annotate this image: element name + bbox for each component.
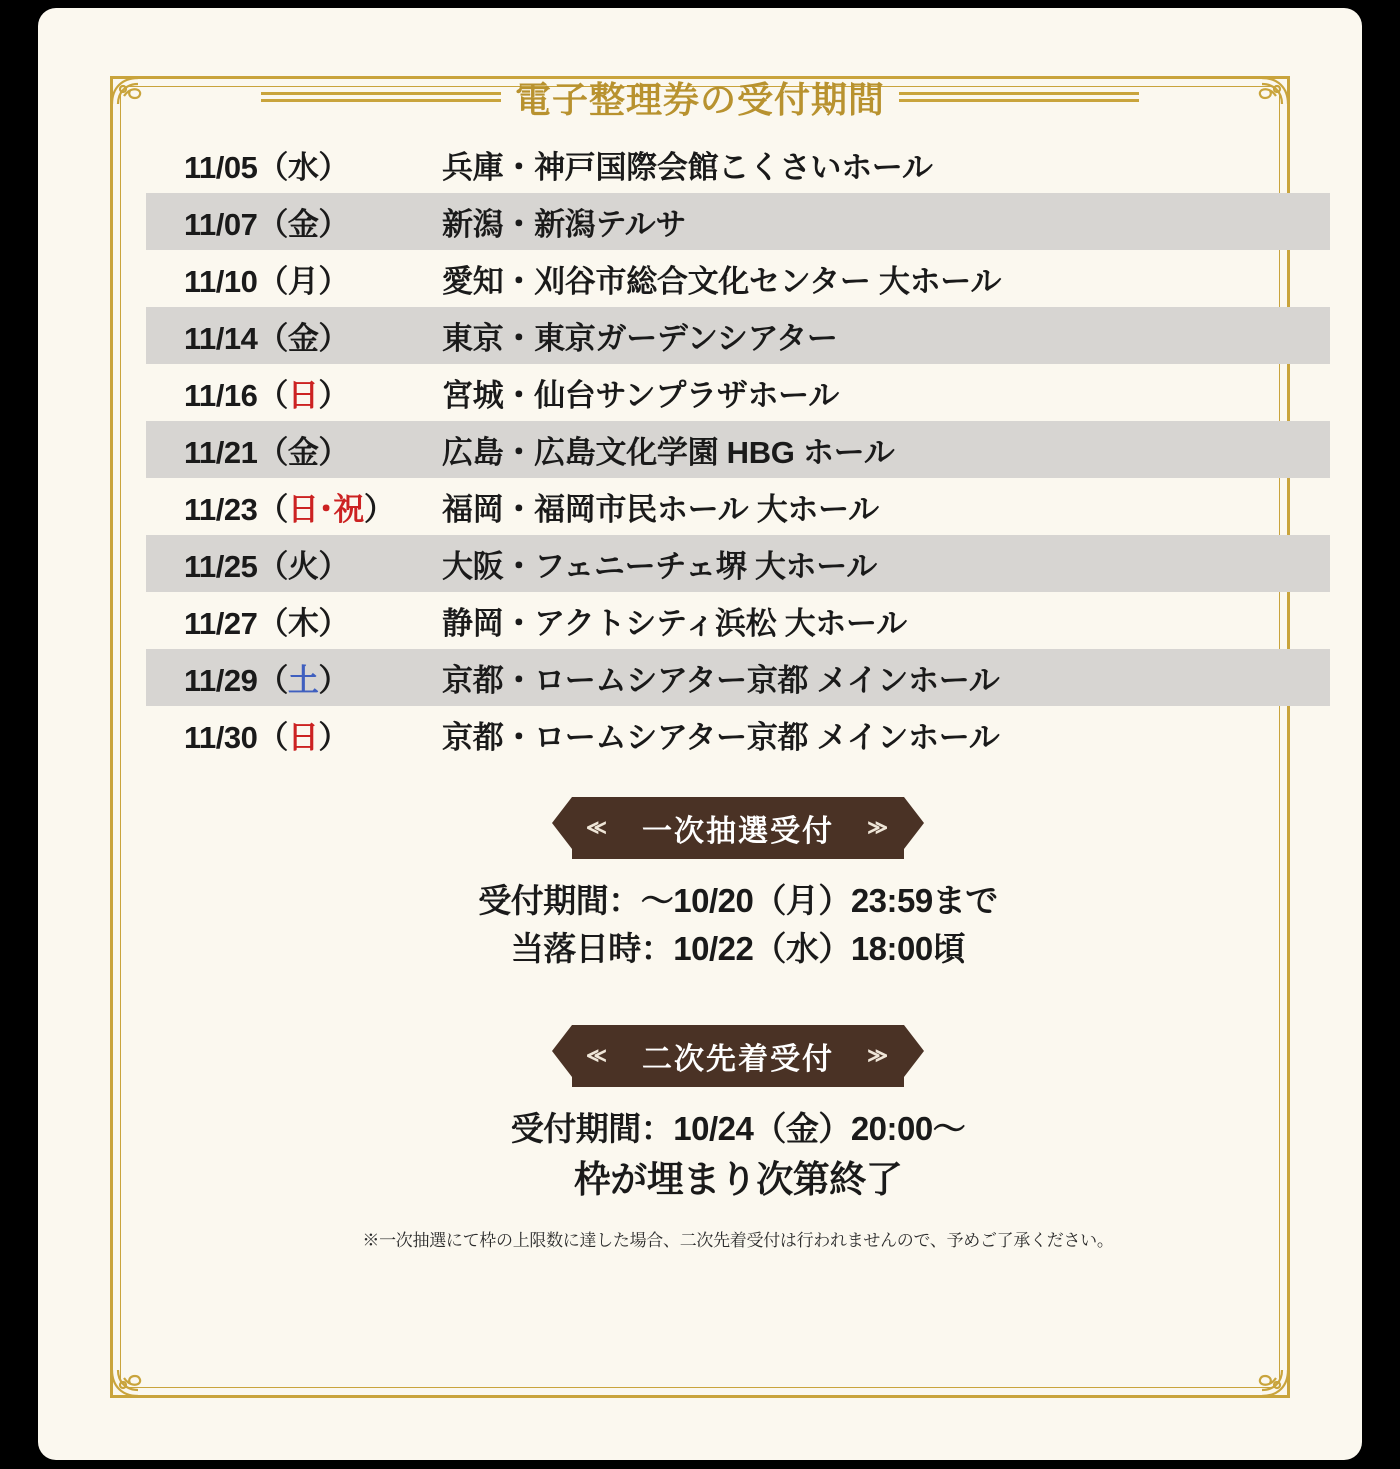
section-heading-secondary-firstcome [146,1025,1330,1087]
schedule-venue: 京都・ロームシアター京都 メインホール [442,720,1000,755]
schedule-date: 11/14（金） [184,321,349,356]
section-body-secondary-firstcome [146,1105,1330,1206]
section-heading-text: 一次抽選受付 [642,815,834,848]
schedule-venue: 福岡・福岡市民ホール 大ホール [442,492,879,527]
chevron-left-icon: ≪ [586,1044,609,1067]
ribbon-banner [572,1025,904,1087]
chevron-right-icon: ≫ [867,1044,890,1067]
table-row [146,364,1330,421]
table-row [146,307,1330,364]
application-period: 受付期間：10/24（金）20:00〜 [510,1109,966,1147]
section-body-primary-lottery [146,877,1330,973]
schedule-venue: 大阪・フェニーチェ堺 大ホール [442,549,878,584]
table-row [146,478,1330,535]
schedule-date: 11/07（金） [184,207,349,242]
schedule-date: 11/30（日） [184,720,349,755]
schedule-date: 11/05（水） [184,150,349,185]
schedule-date: 11/16（日） [184,378,349,413]
table-row [146,535,1330,592]
corner-flourish-icon [108,1338,170,1400]
schedule-date: 11/27（木） [184,606,349,641]
schedule-list [146,136,1330,1251]
schedule-venue: 兵庫・神戸国際会館こくさいホール [442,150,933,185]
schedule-venue: 新潟・新潟テルサ [442,207,687,242]
schedule-date: 11/21（金） [184,435,349,470]
schedule-venue: 宮城・仙台サンプラザホール [442,378,839,413]
table-row [146,649,1330,706]
table-row [146,592,1330,649]
schedule-venue: 静岡・アクトシティ浜松 大ホール [442,606,907,641]
schedule-venue: 京都・ロームシアター京都 メインホール [442,663,1000,698]
table-row [146,136,1330,193]
footnote: ※一次抽選にて枠の上限数に達した場合、二次先着受付は行われませんので、予めご了承ください。 [362,1231,1114,1251]
page-title [38,66,1362,128]
ribbon-banner [572,797,904,859]
schedule-venue: 愛知・刈谷市総合文化センター 大ホール [442,264,1002,299]
schedule-date: 11/10（月） [184,264,349,299]
closing-condition: 枠が埋まり次第終了 [573,1158,903,1200]
schedule-venue: 東京・東京ガーデンシアター [442,321,838,356]
title-rule-left [261,92,501,102]
schedule-date: 11/25（火） [184,549,349,584]
chevron-right-icon: ≫ [867,817,890,839]
application-period: 受付期間：〜10/20（月）23:59まで [478,882,998,919]
table-row [146,193,1330,250]
schedule-date: 11/23（日･祝） [184,492,395,527]
page-title-text: 電子整理券の受付期間 [514,78,885,120]
title-rule-right [899,92,1139,102]
section-heading-text: 二次先着受付 [642,1042,834,1076]
table-row [146,250,1330,307]
result-announcement: 当落日時：10/22（水）18:00頃 [510,929,966,967]
table-row [146,421,1330,478]
table-row [146,706,1330,763]
chevron-left-icon: ≪ [586,817,609,839]
paper-panel [38,8,1362,1460]
corner-flourish-icon [1230,1338,1292,1400]
schedule-date: 11/29（土） [184,663,349,698]
section-heading-primary-lottery [146,797,1330,859]
schedule-venue: 広島・広島文化学園 HBG ホール [442,435,895,470]
